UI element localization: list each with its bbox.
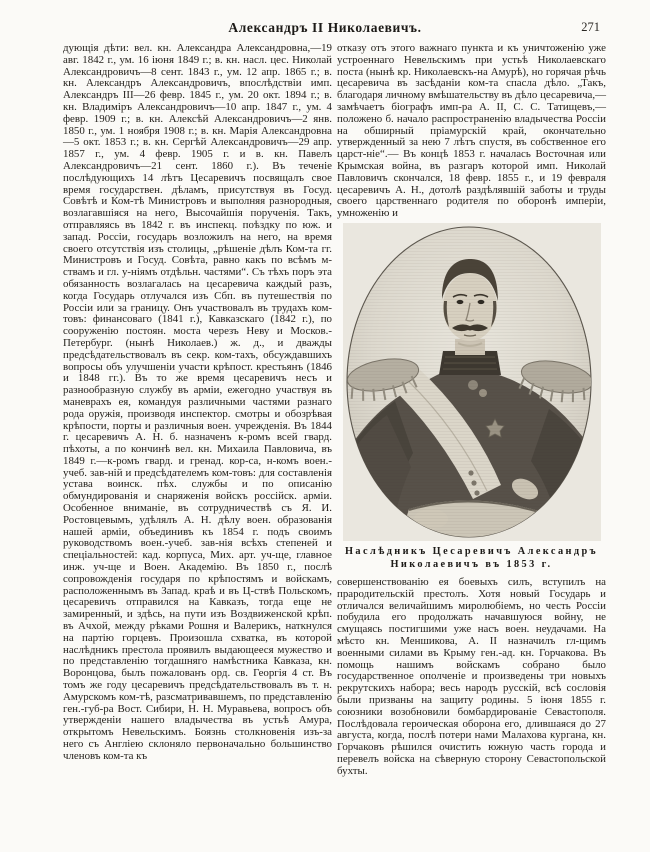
right-column <box>337 43 606 778</box>
page-title: Александръ II Николаевичъ. <box>228 20 422 35</box>
right-column-text-before-portrait: отказу отъ этого важнаго пункта и къ уничтоженію уже устроеннаго Невельскимъ при устьѣ Николаевскаго поста (нынѣ кр. Николаевскъ-на Амурѣ), но горячая рѣчь цесаревича въ засѣданіи ком-та спасла дѣло. „Такъ, благодаря личному вмѣшательству въ дѣло цесаревича,—замѣчаетъ біографъ имп-ра А. II, С. С. Татищевъ,—положено б. начало распространенію владычества Россіи на обширный пріамурскій край, окончательно утвержденный за нею 7 лѣтъ спустя, въ собственное его царст-ніе“.— Въ концѣ 1853 г. началась Восточная или Крымская война, въ разгаръ которой имп. Николай Павловичъ скончался, 18 февр. 1855 г., и 19 февраля цесаревичъ А. Н., дотолѣ раздѣлявшій заботы и труды своего царственнаго родителя по оборонѣ имперіи, умноженію и <box>337 42 606 220</box>
right-column-text-after-portrait: совершенствованію ея боевыхъ силъ, вступилъ на прародительскій престолъ. Хотя новый Государь и отличался величайшимъ миролюбіемъ, но честь Россіи побудила его продолжать начавшуюся войну, не смущаясь постигшими уже насъ воен. неудачами. На мѣсто кн. Меншикова, А. II назначилъ гл-щимъ военными силами въ Крыму ген.-ад. кн. Горчакова. Въ помощь нашимъ войскамъ собрано было государственное ополченіе и произведены три новыхъ рекрутскихъ набора; весь народъ русскій, всѣ сословія были призваны на защиту родины. 5 іюня 1855 г. союзники возобновили бомбардированіе Севастополя. Послѣдовала героическая оборона его, длившаяся до 27 августа, когда, послѣ потери нами Малахова кургана, кн. Горчаковъ рѣшился очистить южную часть города и перевелъ войска на сѣверную сторону Севастопольской бухты. <box>337 575 606 777</box>
portrait-caption: Наслѣдникъ Цесаревичъ Александръ Николаевичъ въ 1853 г. <box>345 545 598 571</box>
portrait-figure <box>337 223 606 572</box>
left-column-text: дующія дѣти: вел. кн. Александра Александровна,—19 авг. 1842 г., ум. 16 іюня 1849 г.; в. кн. насл. цес. Николай Александровичъ—8 сент. 1843 г., ум. 12 апр. 1865 г.; в. кн. Александръ Александровичъ, впослѣдствіи имп. Александръ III—26 февр. 1845 г., ум. 20 окт. 1894 г.; в. кн. Владиміръ Александровичъ—10 апр. 1847 г., ум. 4 февр. 1909 г.; в. кн. Алексѣй Александровичъ—2 янв. 1850 г., ум. 1 ноября 1908 г.; в. кн. Марія Александровна—5 окт. 1853 г.; в. кн. Сергѣй Александровичъ—29 апр. 1857 г., ум. 4 февр. 1905 г. и в. кн. Павелъ Александровичъ—21 сент. 1860 г.). Въ теченіе послѣдующихъ 14 лѣтъ Цесаревичъ посвящалъ свое время государствен. дѣламъ, присутствуя въ Госуд. Совѣтѣ и Ком-тѣ Министровъ и выполняя разнородныя, возлагавшіяся на него, Высочайшія порученія. Такъ, отправляясь въ 1842 г. въ инспекц. поѣздку по юж. и запад. Россіи, государь возложилъ на него, на время своего отсутствія изъ столицы, „рѣшеніе дѣлъ Ком-та гг. Министровъ и Госуд. Совѣта, равно какъ по всѣмъ м-ствамъ и гл. у-ніямъ отдѣльн. частями“. Съ тѣхъ поръ эта обязанность возлагалась на цесаревича каждый разъ, когда Государь отлучался изъ Сбп. въ путешествія по Россіи или за границу. Онъ участвовалъ въ трудахъ ком-товъ: финансоваго (1841 г.), Кавказскаго (1842 г.), по сооруженію постоян. моста черезъ Неву и Москов.-Петербург. (нынѣ Николаев.) ж. д., и дважды предсѣдательствовалъ въ секр. ком-тахъ, обсуждавшихъ вопросы объ улучшеніи участи крѣпост. крестьянъ (1846 и 1848 гг.). Въ то же время цесаревичъ несъ и разнообразную службу въ арміи, ежегодно участвуя въ маневрахъ ея, командуя различными частями разнаго рода оружія, производя инспектор. смотры и обозрѣвая крѣпости, порты и различныя воен. учрежденія. Въ 1844 г. цесаревичъ А. Н. б. назначенъ к-ромъ всей гвард. пѣхоты, а по кончинѣ вел. кн. Михаила Павловича, въ 1849 г.—к-ромъ гвард. и гренад. кор-са, н-комъ воен.-учеб. зав-ній и предсѣдателемъ ком-товъ: для составленія устава воинск. пѣх. службы и по описанію обмундированія и снаряженія войскъ россійск. арміи. Особенное вниманіе, въ сотрудничествѣ съ Я. И. Ростовцевымъ, удѣлялъ А. Н. дѣлу воен. образованія нашей арміи, объединивъ къ 1854 г. подъ своимъ руководствомъ воен.-учеб. зав-нія всѣхъ степеней и спеціальностей: кад. корпуса, Мих. арт. уч-ще, главное инж. уч-ще и Воен. Академію. Въ 1850 г., послѣ сопровожденія государя по крѣпостямъ и войскамъ, расположеннымъ въ Запад. краѣ и въ Ц-ствѣ Польскомъ, цесаревичъ отправился на Кавказъ, тогда еще не замиренный, и здѣсь, на пути изъ Воздвиженской крѣп. въ Ачхой, между рѣками Рошня и Валерикъ, наткнулся на партію горцевъ. Произошла схватка, въ которой наслѣдникъ престола проявилъ выдающееся мужество и по представленію тогдашняго намѣстника Кавказа, кн. Воронцова, былъ пожалованъ орд. св. Георгія 4 ст. Въ томъ же году цесаревичъ предсѣдательствовалъ въ т. н. Амурскомъ ком-тѣ, разсматривавшемъ, по представленію ген.-губ-ра Вост. Сибири, Н. Н. Муравьева, вопросъ объ утвержденіи нашего владычества въ устьѣ Амура, открытомъ Невельскимъ. Боязнь столкновенія изъ-за него съ Англіею склоняло первоначально большинство членовъ ком-та къ <box>63 42 332 762</box>
page-number: 271 <box>581 20 600 34</box>
portrait-engraving <box>343 223 601 541</box>
left-column <box>63 43 332 763</box>
